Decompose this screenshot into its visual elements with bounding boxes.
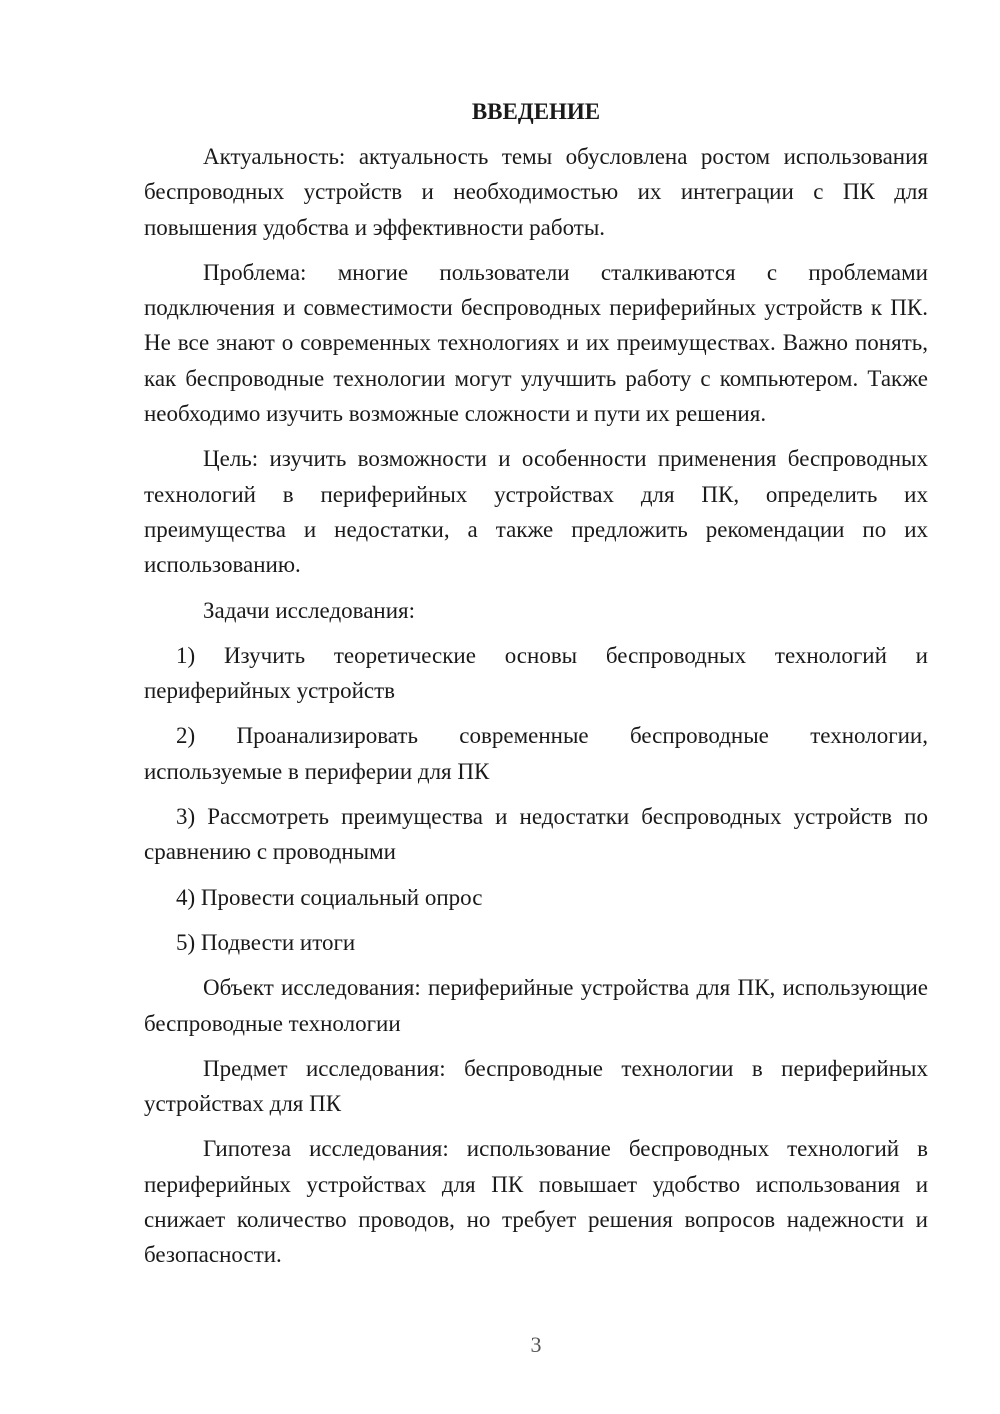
page-number: 3	[530, 1332, 542, 1357]
paragraph-object: Объект исследования: периферийные устройства для ПК, использующие беспроводные технологии	[144, 975, 928, 1036]
section-title: ВВЕДЕНИЕ	[471, 99, 601, 124]
paragraph-relevance: Актуальность: актуальность темы обусловлена ростом использования беспроводных устройств и необходимостью их интеграции с ПК для повышения удобства и эффективности работы.	[144, 144, 928, 240]
task-item-5: 5) Подвести итоги	[176, 929, 356, 955]
paragraph-goal: Цель: изучить возможности и особенности применения беспроводных технологий в периферийных устройствах для ПК, определить их преимущества и недостатки, а также предложить рекомендации по их использованию.	[144, 446, 928, 578]
page-content	[144, 94, 928, 1283]
task-item-3: 3) Рассмотреть преимущества и недостатки беспроводных устройств по сравнению с проводными	[144, 804, 928, 865]
task-item-4: 4) Провести социальный опрос	[176, 884, 483, 910]
paragraph-problem: Проблема: многие пользователи сталкиваются с проблемами подключения и совместимости беспроводных периферийных устройств к ПК. Не все знают о современных технологиях и их преимуществах. Важно понять, как беспроводные технологии могут улучшить работу с компьютером. Также необходимо изучить возможные сложности и пути их решения.	[144, 259, 928, 427]
paragraph-tasks-heading: Задачи исследования:	[203, 597, 416, 623]
task-item-2: 2) Проанализировать современные беспроводные технологии, используемые в периферии для ПК	[144, 723, 928, 784]
task-item-1: 1) Изучить теоретические основы беспроводных технологий и периферийных устройств	[144, 642, 928, 704]
paragraph-hypothesis: Гипотеза исследования: использование беспроводных технологий в периферийных устройствах для ПК повышает удобство использования и снижает количество проводов, но требует решения вопросов надежности и безопасности.	[144, 1136, 928, 1268]
paragraph-subject: Предмет исследования: беспроводные технологии в периферийных устройствах для ПК	[144, 1055, 928, 1117]
